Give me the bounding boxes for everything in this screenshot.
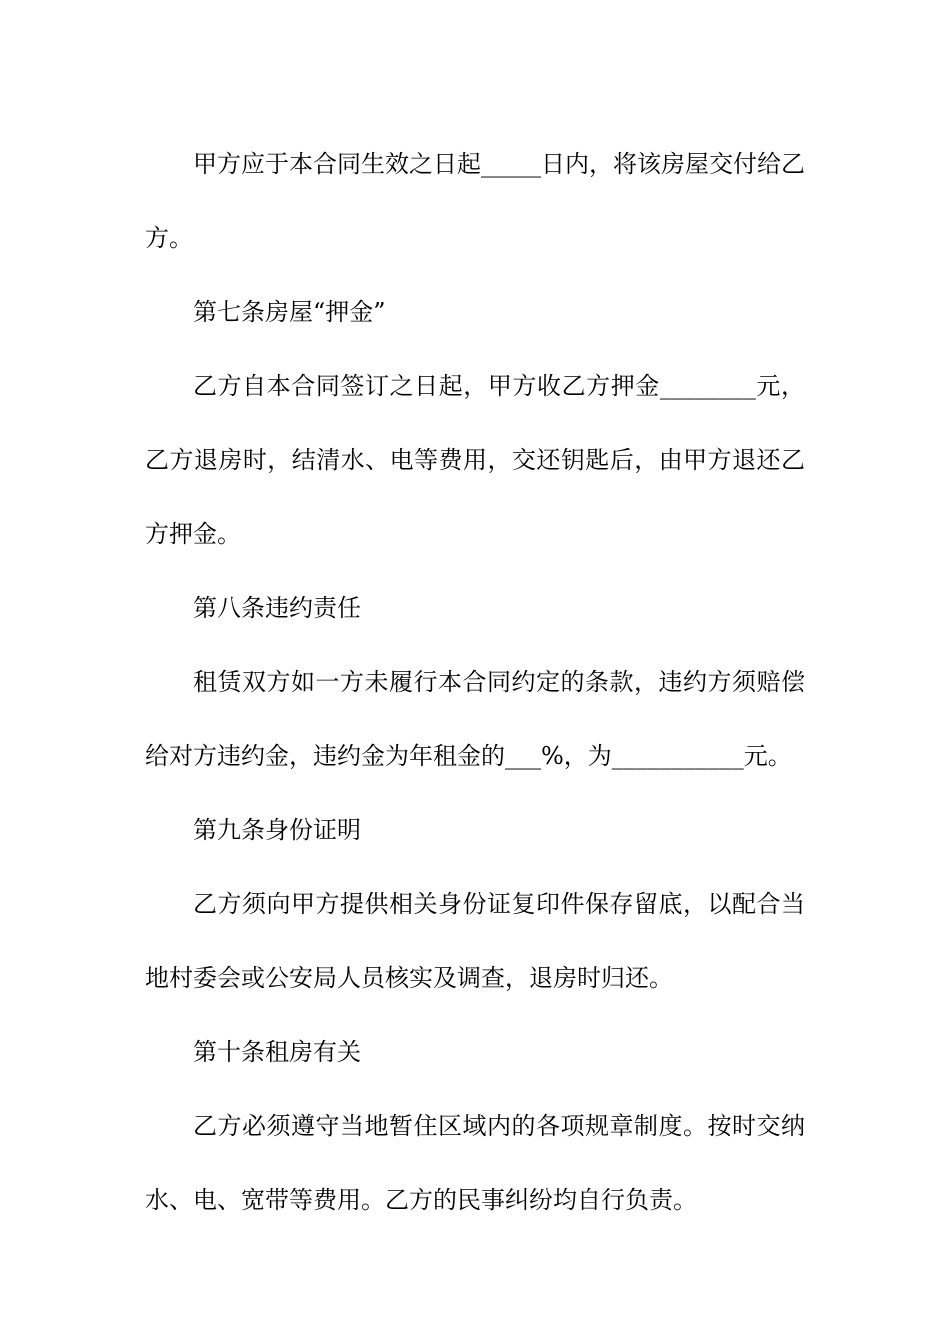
heading-article-8-breach: 第八条违约责任 (193, 594, 361, 622)
heading-article-7-deposit: 第七条房屋“押金” (193, 298, 386, 326)
heading-article-10-rental: 第十条租房有关 (193, 1038, 361, 1066)
paragraph-breach-term: 租赁双方如一方未履行本合同约定的条款，违约方须赔偿给对方违约金，违约金为年租金的___%，为___________元。 (145, 668, 805, 770)
paragraph-identity-term: 乙方须向甲方提供相关身份证复印件保存留底，以配合当地村委会或公安局人员核实及调查，退房时归还。 (145, 890, 805, 992)
heading-article-9-identity: 第九条身份证明 (193, 816, 361, 844)
document-body (145, 127, 805, 1237)
paragraph-handover-term: 甲方应于本合同生效之日起_____日内，将该房屋交付给乙方。 (145, 150, 805, 252)
paragraph-rental-term: 乙方必须遵守当地暂住区域内的各项规章制度。按时交纳水、电、宽带等费用。乙方的民事纠纷均自行负责。 (145, 1112, 805, 1214)
paragraph-deposit-term: 乙方自本合同签订之日起，甲方收乙方押金________元，乙方退房时，结清水、电等费用，交还钥匙后，由甲方退还乙方押金。 (145, 372, 805, 548)
